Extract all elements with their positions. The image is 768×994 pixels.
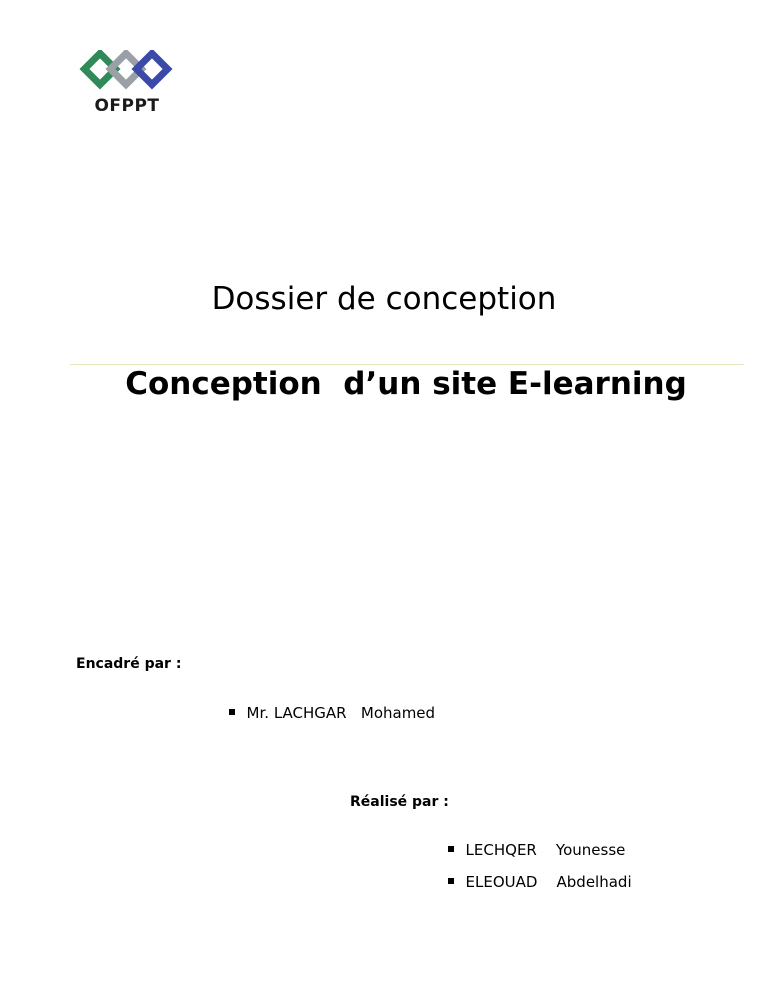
bullet-icon bbox=[448, 846, 454, 852]
logo-text: OFPPT bbox=[94, 96, 160, 116]
ofppt-logo bbox=[76, 50, 176, 123]
realized-by-label: Réalisé par : bbox=[350, 794, 449, 810]
title-divider bbox=[70, 364, 744, 365]
author-item bbox=[438, 823, 625, 859]
author-item bbox=[438, 855, 632, 891]
author-name: ELEOUAD Abdelhadi bbox=[465, 873, 632, 891]
supervised-by-label: Encadré par : bbox=[76, 656, 182, 672]
ofppt-emblem-icon bbox=[76, 50, 176, 96]
author-name: LECHQER Younesse bbox=[465, 841, 626, 859]
document-type: Dossier de conception bbox=[211, 281, 557, 317]
bullet-icon bbox=[229, 709, 235, 715]
page-title: Conception d’un site E-learning bbox=[125, 366, 687, 402]
bullet-icon bbox=[448, 878, 454, 884]
supervisor-item bbox=[219, 686, 435, 722]
supervisor-name: Mr. LACHGAR Mohamed bbox=[246, 704, 436, 722]
